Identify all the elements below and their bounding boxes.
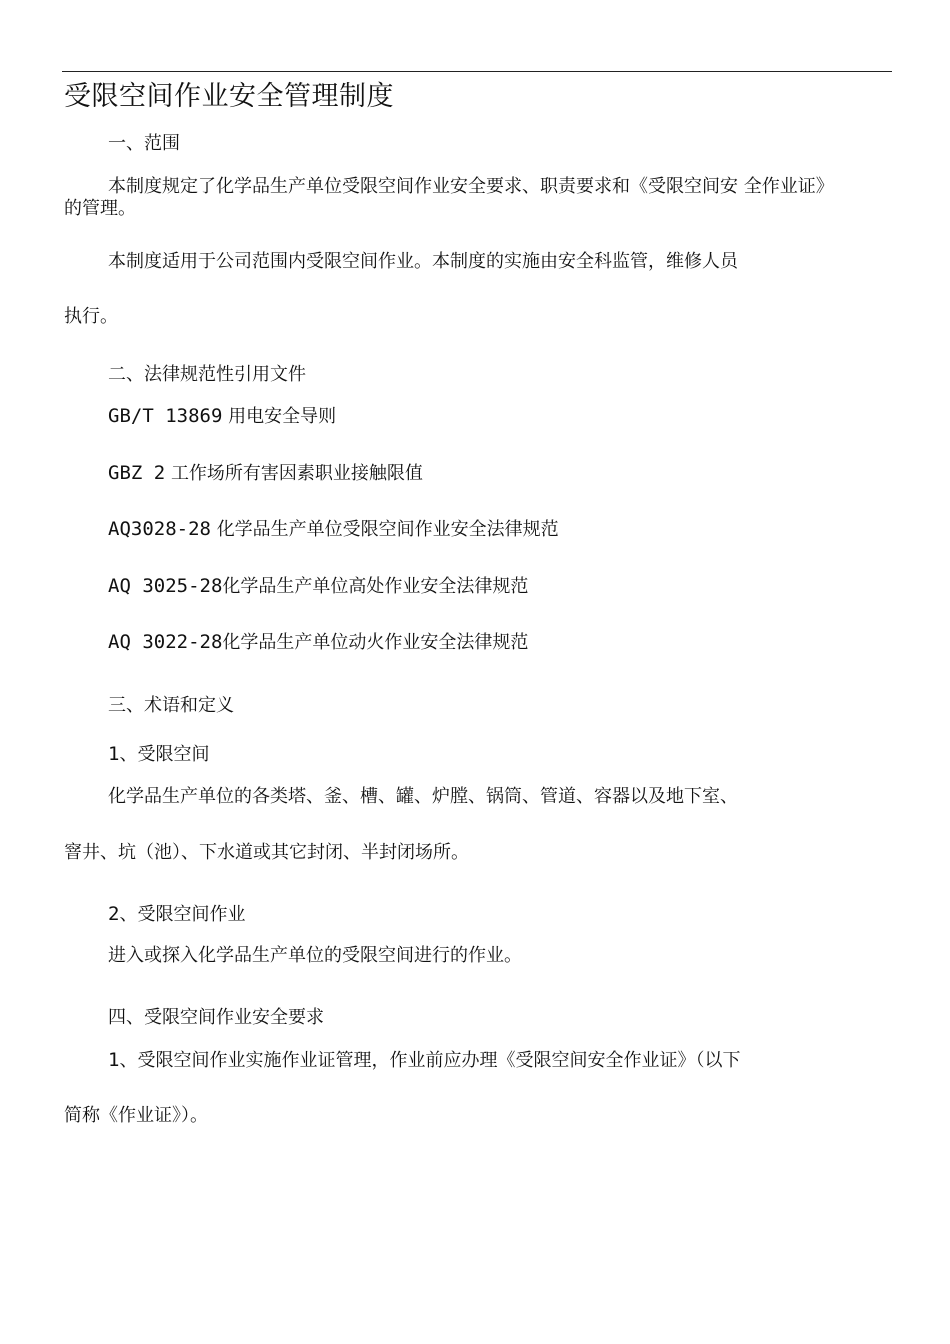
section-4-item-1-cont: 简称《作业证》）。 xyxy=(64,1105,208,1126)
section-4-item-1 xyxy=(108,1048,740,1073)
reference-item xyxy=(108,461,423,486)
reference-title: 工作场所有害因素职业接触限值 xyxy=(170,463,423,484)
section-4-heading: 四、受限空间作业安全要求 xyxy=(108,1007,324,1028)
subsection-3-1-paragraph: 化学品生产单位的各类塔、釜、槽、罐、炉膛、锅筒、管道、容器以及地下室、 xyxy=(108,786,738,807)
reference-title: 化学品生产单位高处作业安全法律规范 xyxy=(222,576,529,597)
subsection-3-2-heading xyxy=(108,902,245,927)
reference-title: 化学品生产单位受限空间作业安全法律规范 xyxy=(216,519,559,540)
reference-item xyxy=(108,574,528,599)
subsection-number: 2 xyxy=(108,903,120,925)
reference-code: GB/T 13869 xyxy=(108,405,223,427)
reference-title: 用电安全导则 xyxy=(228,406,337,427)
section-2-heading: 二、法律规范性引用文件 xyxy=(108,364,306,385)
reference-item xyxy=(108,404,336,429)
section-1-heading: 一、范围 xyxy=(108,133,180,154)
document-title: 受限空间作业安全管理制度 xyxy=(64,81,394,112)
section-1-paragraph-2-cont: 执行。 xyxy=(64,306,118,327)
section-1-paragraph-2: 本制度适用于公司范围内受限空间作业。本制度的实施由安全科监管，维修人员 xyxy=(108,251,738,272)
item-number: 1 xyxy=(108,1049,120,1071)
subsection-3-1-heading xyxy=(108,742,209,767)
subsection-title: 、受限空间作业 xyxy=(119,904,246,925)
reference-item xyxy=(108,630,528,655)
reference-code: GBZ 2 xyxy=(108,462,166,484)
subsection-title: 、受限空间 xyxy=(119,744,210,765)
top-rule xyxy=(62,71,892,72)
subsection-3-2-paragraph: 进入或探入化学品生产单位的受限空间进行的作业。 xyxy=(108,945,522,966)
reference-code: AQ 3025-28 xyxy=(108,575,223,597)
reference-code: AQ 3022-28 xyxy=(108,631,223,653)
subsection-3-1-paragraph-cont: 窨井、坑（池）、下水道或其它封闭、半封闭场所。 xyxy=(64,842,469,863)
reference-code: AQ3028-28 xyxy=(108,518,211,540)
reference-title: 化学品生产单位动火作业安全法律规范 xyxy=(222,632,529,653)
section-1-paragraph-1: 本制度规定了化学品生产单位受限空间作业安全要求、职责要求和《受限空间安 全作业证》 xyxy=(108,176,834,197)
subsection-number: 1 xyxy=(108,743,120,765)
item-text: 、受限空间作业实施作业证管理，作业前应办理《受限空间安全作业证》（以下 xyxy=(119,1050,741,1071)
section-1-paragraph-1-cont: 的管理。 xyxy=(64,198,136,219)
reference-item xyxy=(108,517,559,542)
section-3-heading: 三、术语和定义 xyxy=(108,695,234,716)
